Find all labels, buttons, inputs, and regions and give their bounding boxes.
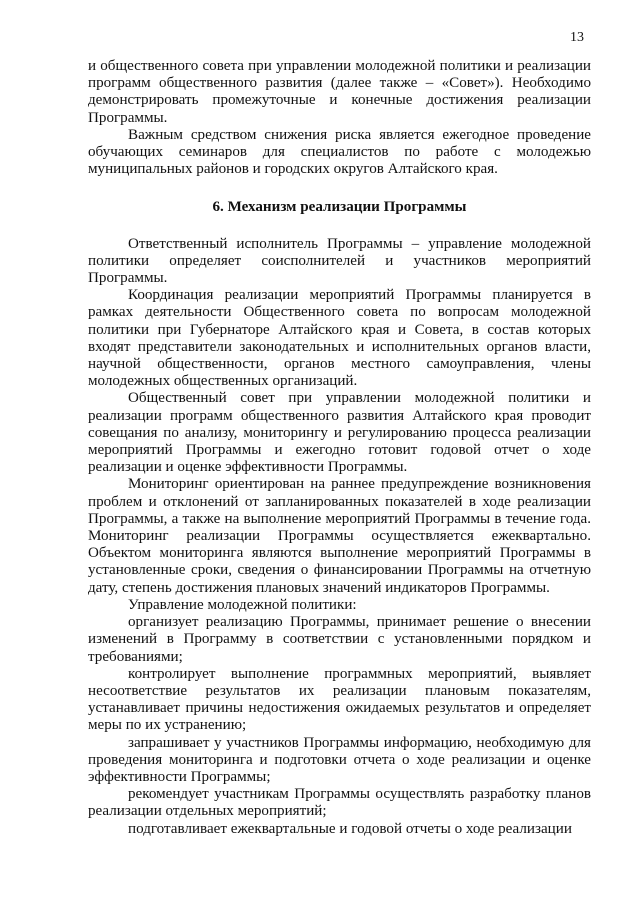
list-item-duty: подготавливает ежеквартальные и годовой отчеты о ходе реализации [128,820,572,837]
list-item-duty: организует реализацию Программы, принимает решение о внесении изменений в Программу в соответствии с установленными порядком и требованиями; [88,614,591,665]
page-number: 13 [570,30,584,45]
paragraph-department-intro: Управление молодежной политики: [128,596,357,613]
paragraph-responsible-executor: Ответственный исполнитель Программы – управление молодежной политики определяет соисполнителей и участников мероприятий Программы. [88,235,591,287]
paragraph-coordination: Координация реализации мероприятий Программы планируется в рамках деятельности Общественного совета по вопросам молодежной политики при Губернаторе Алтайского края и Совета, в состав которых входят представители законодательных и исполнительных органов власти, научной общественности, органов местного самоуправления, члены молодежных общественных организаций. [88,287,591,390]
paragraph-continuation: и общественного совета при управлении молодежной политики и реализации программ общественного развития (далее также – «Совет»). Необходимо демонстрировать промежуточные и конечные достижения реализации Программы. [88,58,591,126]
section-heading: 6. Механизм реализации Программы [212,199,467,216]
paragraph-risk-mitigation: Важным средством снижения риска является ежегодное проведение обучающих семинаров для специалистов по работе с молодежью муниципальных районов и городских округов Алтайского края. [88,126,591,178]
list-item-duty: контролирует выполнение программных мероприятий, выявляет несоответствие результатов их реализации плановым показателям, устанавливает причины недостижения ожидаемых результатов и определяет меры по их устранению; [88,665,591,734]
paragraph-public-council: Общественный совет при управлении молодежной политики и реализации программ общественного развития Алтайского края проводит совещания по анализу, мониторингу и регулированию процесса реализации мероприятий Программы и ежегодно готовит годовой отчет о ходе реализации и оценке эффективности Программы. [88,390,591,476]
body-text [88,58,591,838]
list-item-duty: запрашивает у участников Программы информацию, необходимую для проведения мониторинга и подготовки отчета о ходе реализации и оценке эффективности Программы; [88,734,591,785]
list-item-duty: рекомендует участникам Программы осуществлять разработку планов реализации отдельных мероприятий; [88,786,591,820]
paragraph-monitoring: Мониторинг ориентирован на раннее предупреждение возникновения проблем и отклонений от запланированных показателей в ходе реализации Программы, а также на выполнение мероприятий Программы в течение года. Мониторинг реализации Программы осуществляется ежеквартально. Объектом мониторинга являются выполнение мероприятий Программы в установленные сроки, сведения о финансировании Программы на отчетную дату, степень достижения плановых значений индикаторов Программы. [88,476,591,596]
